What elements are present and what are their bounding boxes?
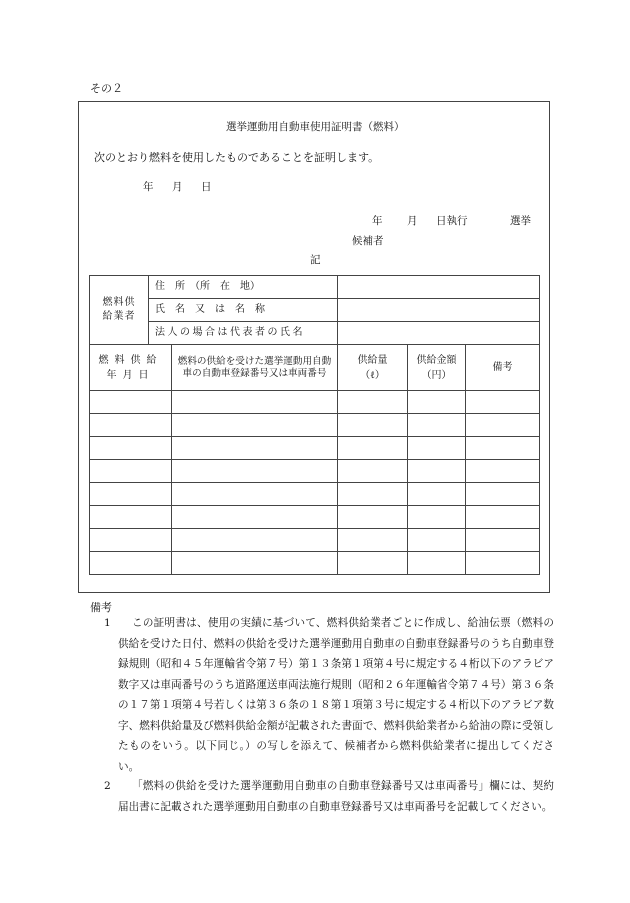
representative-value[interactable] [338,322,540,345]
cell-quantity[interactable] [338,483,408,506]
date-day: 日 [201,181,212,193]
election-day-held: 日執行 [436,215,468,227]
cell-amount[interactable] [408,460,466,483]
certificate-title: 選挙運動用自動車使用証明書（燃料） [226,121,405,133]
election-type: 選挙 [510,215,531,227]
address-label: 住 所 （所 在 地） [149,276,338,299]
note-1 [104,613,554,777]
statement-text: 次のとおり燃料を使用したものであることを証明します。 [94,151,380,164]
form-number: その２ [90,82,123,95]
cell-vehicle[interactable] [172,460,338,483]
cell-amount[interactable] [408,529,466,552]
table-row [90,437,540,460]
supplier-label-cell [90,276,149,345]
cell-amount[interactable] [408,483,466,506]
note-2 [104,776,554,817]
table-row [90,552,540,575]
cell-quantity[interactable] [338,437,408,460]
table-row [90,460,540,483]
cell-date[interactable] [90,506,172,529]
cell-remarks[interactable] [466,414,540,437]
cell-date[interactable] [90,483,172,506]
cell-quantity[interactable] [338,414,408,437]
table-row [90,506,540,529]
name-label: 氏 名 又 は 名 称 [149,299,338,322]
date-month: 月 [172,181,183,193]
cell-remarks[interactable] [466,483,540,506]
supply-table [89,344,540,575]
cell-vehicle[interactable] [172,483,338,506]
date-year: 年 [143,181,154,193]
header-supply-date-text: 燃料供給年月日 [98,354,163,381]
cell-date[interactable] [90,391,172,414]
cell-vehicle[interactable] [172,414,338,437]
header-remarks: 備考 [466,345,540,391]
remarks-heading: 備考 [90,601,112,614]
cell-remarks[interactable] [466,391,540,414]
cell-date[interactable] [90,460,172,483]
supplier-label: 燃料供給業者 [102,297,136,322]
cell-remarks[interactable] [466,529,540,552]
table-row [90,483,540,506]
cell-quantity[interactable] [338,391,408,414]
cell-quantity[interactable] [338,552,408,575]
header-amount [408,345,466,391]
cell-date[interactable] [90,437,172,460]
header-amount-text: 供給金額（円） [416,354,457,381]
candidate-label: 候補者 [352,235,384,247]
representative-label: 法人の場合は代表者の氏名 [149,322,338,345]
ki-label: 記 [310,254,321,266]
note-1-number: 1 [104,617,111,629]
table-row [90,391,540,414]
election-month: 月 [407,215,418,227]
note-2-text: 「燃料の供給を受けた選挙運動用自動車の自動車登録番号又は車両番号」欄には、契約届出書に記載された選挙運動用自動車の自動車登録番号又は車両番号を記載してください。 [118,780,554,813]
cell-remarks[interactable] [466,460,540,483]
note-1-text: この証明書は、使用の実績に基づいて、燃料供給業者ごとに作成し、給油伝票（燃料の供給を受けた日付、燃料の供給を受けた選挙運動用自動車の自動車登録番号のうち自動車登録規則（昭和４５年運輸省令第７号）第１３条第１項第４号に規定する４桁以下のアラビア数字又は車両番号のうち道路運送車両法施行規則（昭和２６年運輸省令第７４号）第３６条の１７第１項第４号若しくは第３６条の１８第１項第３号に規定する４桁以下のアラビア数字、燃料供給量及び燃料供給金額が記載された書面で、燃料供給業者から給油の際に受領したものをいう。以下同じ。）の写しを添えて、候補者から燃料供給業者に提出してください。 [118,617,554,773]
cell-amount[interactable] [408,391,466,414]
supplier-table [89,275,540,345]
cell-vehicle[interactable] [172,437,338,460]
header-vehicle [172,345,338,391]
cell-quantity[interactable] [338,460,408,483]
cell-vehicle[interactable] [172,529,338,552]
cell-remarks[interactable] [466,437,540,460]
cell-remarks[interactable] [466,552,540,575]
cell-date[interactable] [90,552,172,575]
name-value[interactable] [338,299,540,322]
table-row [90,414,540,437]
table-row [90,529,540,552]
header-quantity [338,345,408,391]
cell-vehicle[interactable] [172,552,338,575]
cell-quantity[interactable] [338,529,408,552]
cell-date[interactable] [90,414,172,437]
cell-remarks[interactable] [466,506,540,529]
cell-amount[interactable] [408,414,466,437]
address-value[interactable] [338,276,540,299]
cell-date[interactable] [90,529,172,552]
header-supply-date [90,345,172,391]
cell-vehicle[interactable] [172,506,338,529]
header-vehicle-text: 燃料の供給を受けた選挙運動用自動車の自動車登録番号又は車両番号 [177,355,332,379]
cell-vehicle[interactable] [172,391,338,414]
cell-amount[interactable] [408,552,466,575]
cell-amount[interactable] [408,437,466,460]
note-2-number: 2 [104,780,111,792]
election-year: 年 [372,215,383,227]
cell-quantity[interactable] [338,506,408,529]
header-quantity-text: 供給量（ℓ） [357,354,388,381]
cell-amount[interactable] [408,506,466,529]
